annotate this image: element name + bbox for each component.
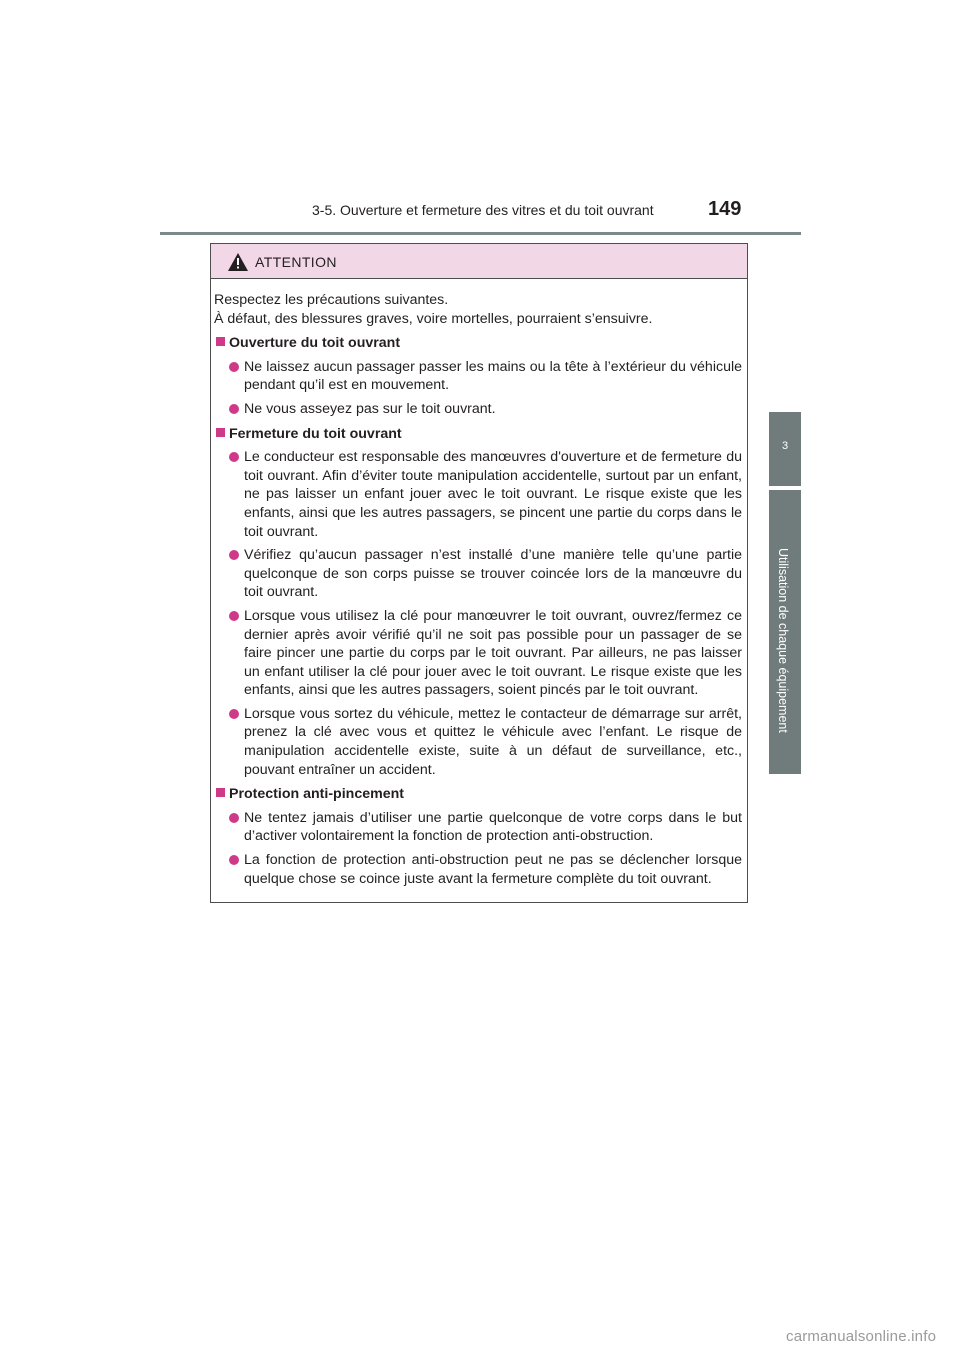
section-heading-text: Ouverture du toit ouvrant (229, 335, 401, 352)
circle-bullet-icon (229, 611, 239, 621)
section-heading (214, 334, 742, 353)
list-item (214, 546, 742, 602)
watermark: carmanualsonline.info (786, 1328, 937, 1345)
page-number: 149 (708, 198, 742, 220)
section-heading-text: Protection anti-pincement (229, 786, 404, 803)
square-bullet-icon (216, 337, 225, 346)
list-item-text: Le conducteur est responsable des manœuvres d'ouverture et de fermeture du toit ouvrant. Afin d’éviter toute manipulation accidentelle, surtout par un enfant, ne pas laisser un enfant jouer avec le toit ouvrant. Le risque existe que les enfants, ainsi que les autres passagers, se pincent une partie du corps dans le toit ouvrant. (244, 449, 742, 540)
chapter-title-wrap (772, 548, 798, 772)
circle-bullet-icon (229, 813, 239, 823)
list-item (214, 448, 742, 541)
section-heading-text: Fermeture du toit ouvrant (229, 425, 402, 442)
circle-bullet-icon (229, 362, 239, 372)
circle-bullet-icon (229, 404, 239, 414)
list-item (214, 358, 742, 395)
list-item (214, 705, 742, 779)
list-item (214, 809, 742, 846)
list-item-text: Vérifiez qu’aucun passager n’est installé d’une manière telle qu’une partie quelconque de son corps puisse se trouver coincée lors de la manœuvre du toit ouvrant. (244, 547, 742, 601)
list-item-text: Ne tentez jamais d’utiliser une partie quelconque de votre corps dans le but d’activer volontairement la fonction de protection anti-obstruction. (244, 809, 742, 845)
square-bullet-icon (216, 428, 225, 437)
circle-bullet-icon (229, 550, 239, 560)
square-bullet-icon (216, 788, 225, 797)
section-heading (214, 785, 742, 804)
circle-bullet-icon (229, 709, 239, 719)
warning-body (211, 279, 747, 888)
header-rule (160, 232, 801, 235)
intro-line: Respectez les précautions suivantes. (214, 292, 449, 308)
warning-label: ATTENTION (255, 254, 337, 270)
chapter-number: 3 (781, 440, 789, 452)
list-item-text: La fonction de protection anti-obstruction peut ne pas se déclencher lorsque quelque chose se coince juste avant la fermeture complète du toit ouvrant. (244, 852, 742, 887)
list-item-text: Lorsque vous sortez du véhicule, mettez le contacteur de démarrage sur arrêt, prenez la clé avec vous et quittez le véhicule avec l’enfant. Le risque de manipulation accidentelle existe, suite à un défaut de surveillance, etc., pouvant entraîner un accident. (244, 705, 742, 778)
list-item-text: Ne vous asseyez pas sur le toit ouvrant. (244, 400, 496, 417)
section-heading (214, 425, 742, 444)
list-item-text: Ne laissez aucun passager passer les mains ou la tête à l’extérieur du véhicule pendant qu’il est en mouvement. (244, 358, 742, 394)
warning-header (211, 244, 747, 279)
list-item (214, 607, 742, 700)
page-header-title: 3-5. Ouverture et fermeture des vitres et du toit ouvrant (312, 202, 654, 218)
list-item (214, 400, 742, 419)
list-item-text: Lorsque vous utilisez la clé pour manœuvrer le toit ouvrant, ouvrez/fermez ce dernier après avoir vérifié qu’il ne soit pas possible pour un passager de se faire pincer une partie du corps par le toit ouvrant. Par ailleurs, ne pas laisser un enfant utiliser la clé pour jouer avec le toit ouvrant. Le risque existe que les enfants, ainsi que les autres passagers, soient pincés par le toit ouvrant. (244, 607, 742, 699)
intro-line: À défaut, des blessures graves, voire mortelles, pourraient s’ensuivre. (214, 310, 653, 327)
warning-intro (214, 291, 742, 328)
circle-bullet-icon (229, 452, 239, 462)
warning-box (210, 243, 748, 903)
chapter-title: Utilisation de chaque équipement (776, 548, 790, 733)
circle-bullet-icon (229, 855, 239, 865)
list-item (214, 851, 742, 888)
warning-triangle-icon (228, 253, 248, 271)
